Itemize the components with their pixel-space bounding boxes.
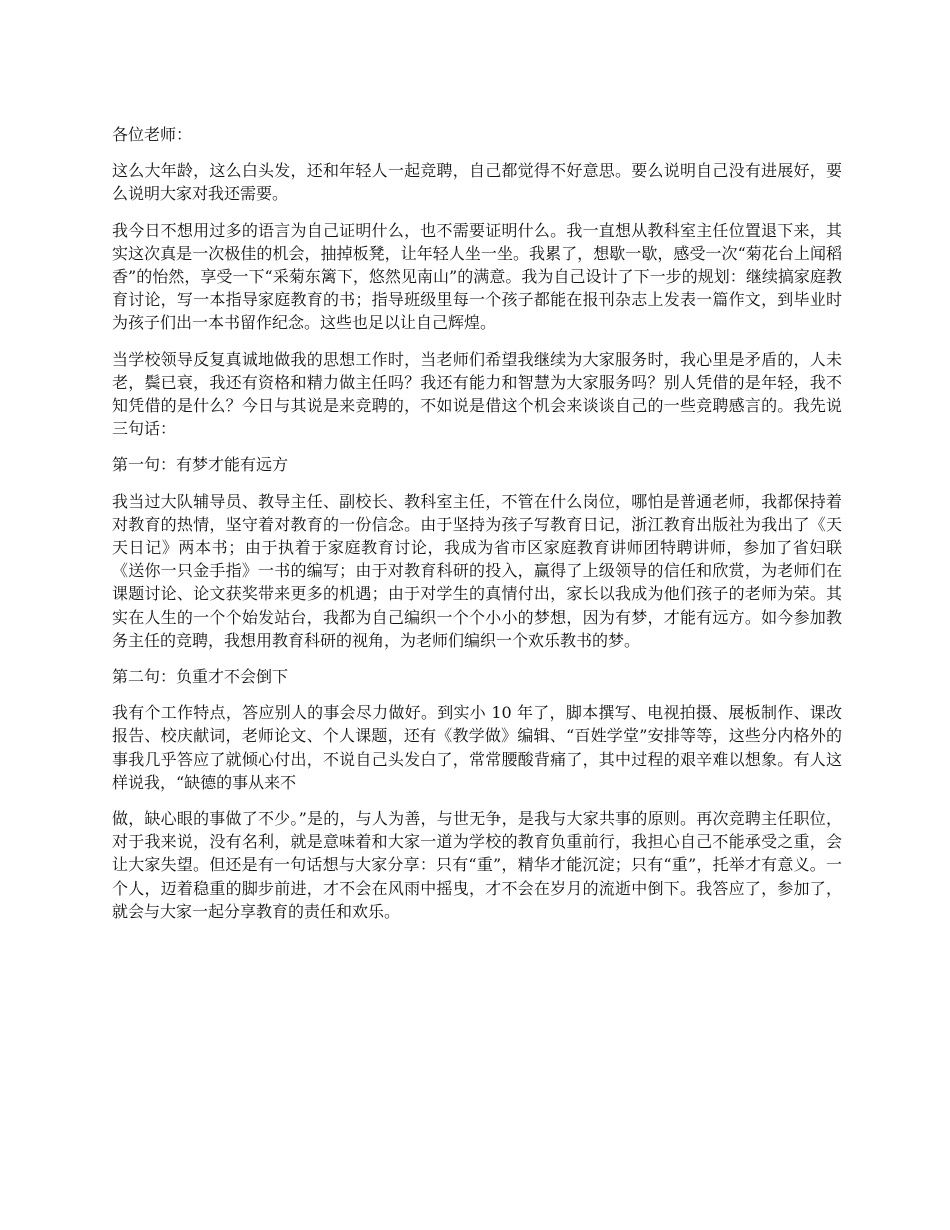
- paragraph-burden: 我有个工作特点，答应别人的事会尽力做好。到实小 10 年了，脚本撰写、电视拍摄、展板制作、课改报告、校庆献词，老师论文、个人课题，还有《教学做》编辑、“百姓学堂”安排等等，这些分内格外的事我几乎答应了就倾心付出，不说自己头发白了，常常腰酸背痛了，其中过程的艰辛难以想象。有人这样说我，“缺德的事从来不: [112, 703, 842, 792]
- paragraph-closing: 做，缺心眼的事做了不少。”是的，与人为善，与世无争，是我与大家共事的原则。再次竞聘主任职位，对于我来说，没有名利，就是意味着和大家一道为学校的教育负重前行，我担心自己不能承受之重，会让大家失望。但还是有一句话想与大家分享：只有“重”，精华才能沉淀；只有“重”，托举才有意义。一个人，迈着稳重的脚步前进，才不会在风雨中摇曳，才不会在岁月的流逝中倒下。我答应了，参加了，就会与大家一起分享教育的责任和欢乐。: [112, 809, 842, 921]
- paragraph-intro: 这么大年龄，这么白头发，还和年轻人一起竞聘，自己都觉得不好意思。要么说明自己没有进展好，要么说明大家对我还需要。: [112, 161, 842, 204]
- section-heading-second: 第二句：负重才不会倒下: [112, 667, 289, 687]
- paragraph-contradiction: 当学校领导反复真诚地做我的思想工作时，当老师们希望我继续为大家服务时，我心里是矛盾的，人未老，鬓已衰，我还有资格和精力做主任吗？我还有能力和智慧为大家服务吗？别人凭借的是年轻，我不知凭借的是什么？今日与其说是来竞聘的，不如说是借这个机会来谈谈自己的一些竞聘感言的。我先说三句话：: [112, 349, 842, 439]
- paragraph-reflection: 我今日不想用过多的语言为自己证明什么，也不需要证明什么。我一直想从教科室主任位置退下来，其实这次真是一次极佳的机会，抽掉板凳，让年轻人坐一坐。我累了，想歇一歇，感受一次“菊花台上闻稻香”的怡然，享受一下“采菊东篱下，悠然见南山”的满意。我为自己设计了下一步的规划：继续搞家庭教育讨论，写一本指导家庭教育的书；指导班级里每一个孩子都能在报刊杂志上发表一篇作文，到毕业时为孩子们出一本书留作纪念。这些也足以让自己辉煌。: [112, 220, 842, 333]
- greeting: 各位老师：: [112, 125, 193, 144]
- section-heading-first: 第一句：有梦才能有远方: [112, 455, 289, 475]
- document-body: [112, 123, 842, 936]
- paragraph-dream: 我当过大队辅导员、教导主任、副校长、教科室主任，不管在什么岗位，哪怕是普通老师，我都保持着对教育的热情，坚守着对教育的一份信念。由于坚持为孩子写教育日记，浙江教育出版社为我出了《天天日记》两本书；由于执着于家庭教育讨论，我成为省市区家庭教育讲师团特聘讲师，参加了省妇联《送你一只金手指》一书的编写；由于对教育科研的投入，赢得了上级领导的信任和欣赏，为老师们在课题讨论、论文获奖带来更多的机遇；由于对学生的真情付出，家长以我成为他们孩子的老师为荣。其实在人生的一个个始发站台，我都为自己编织一个个小小的梦想，因为有梦，才能有远方。如今参加教务主任的竞聘，我想用教育科研的视角，为老师们编织一个欢乐教书的梦。: [112, 491, 842, 650]
